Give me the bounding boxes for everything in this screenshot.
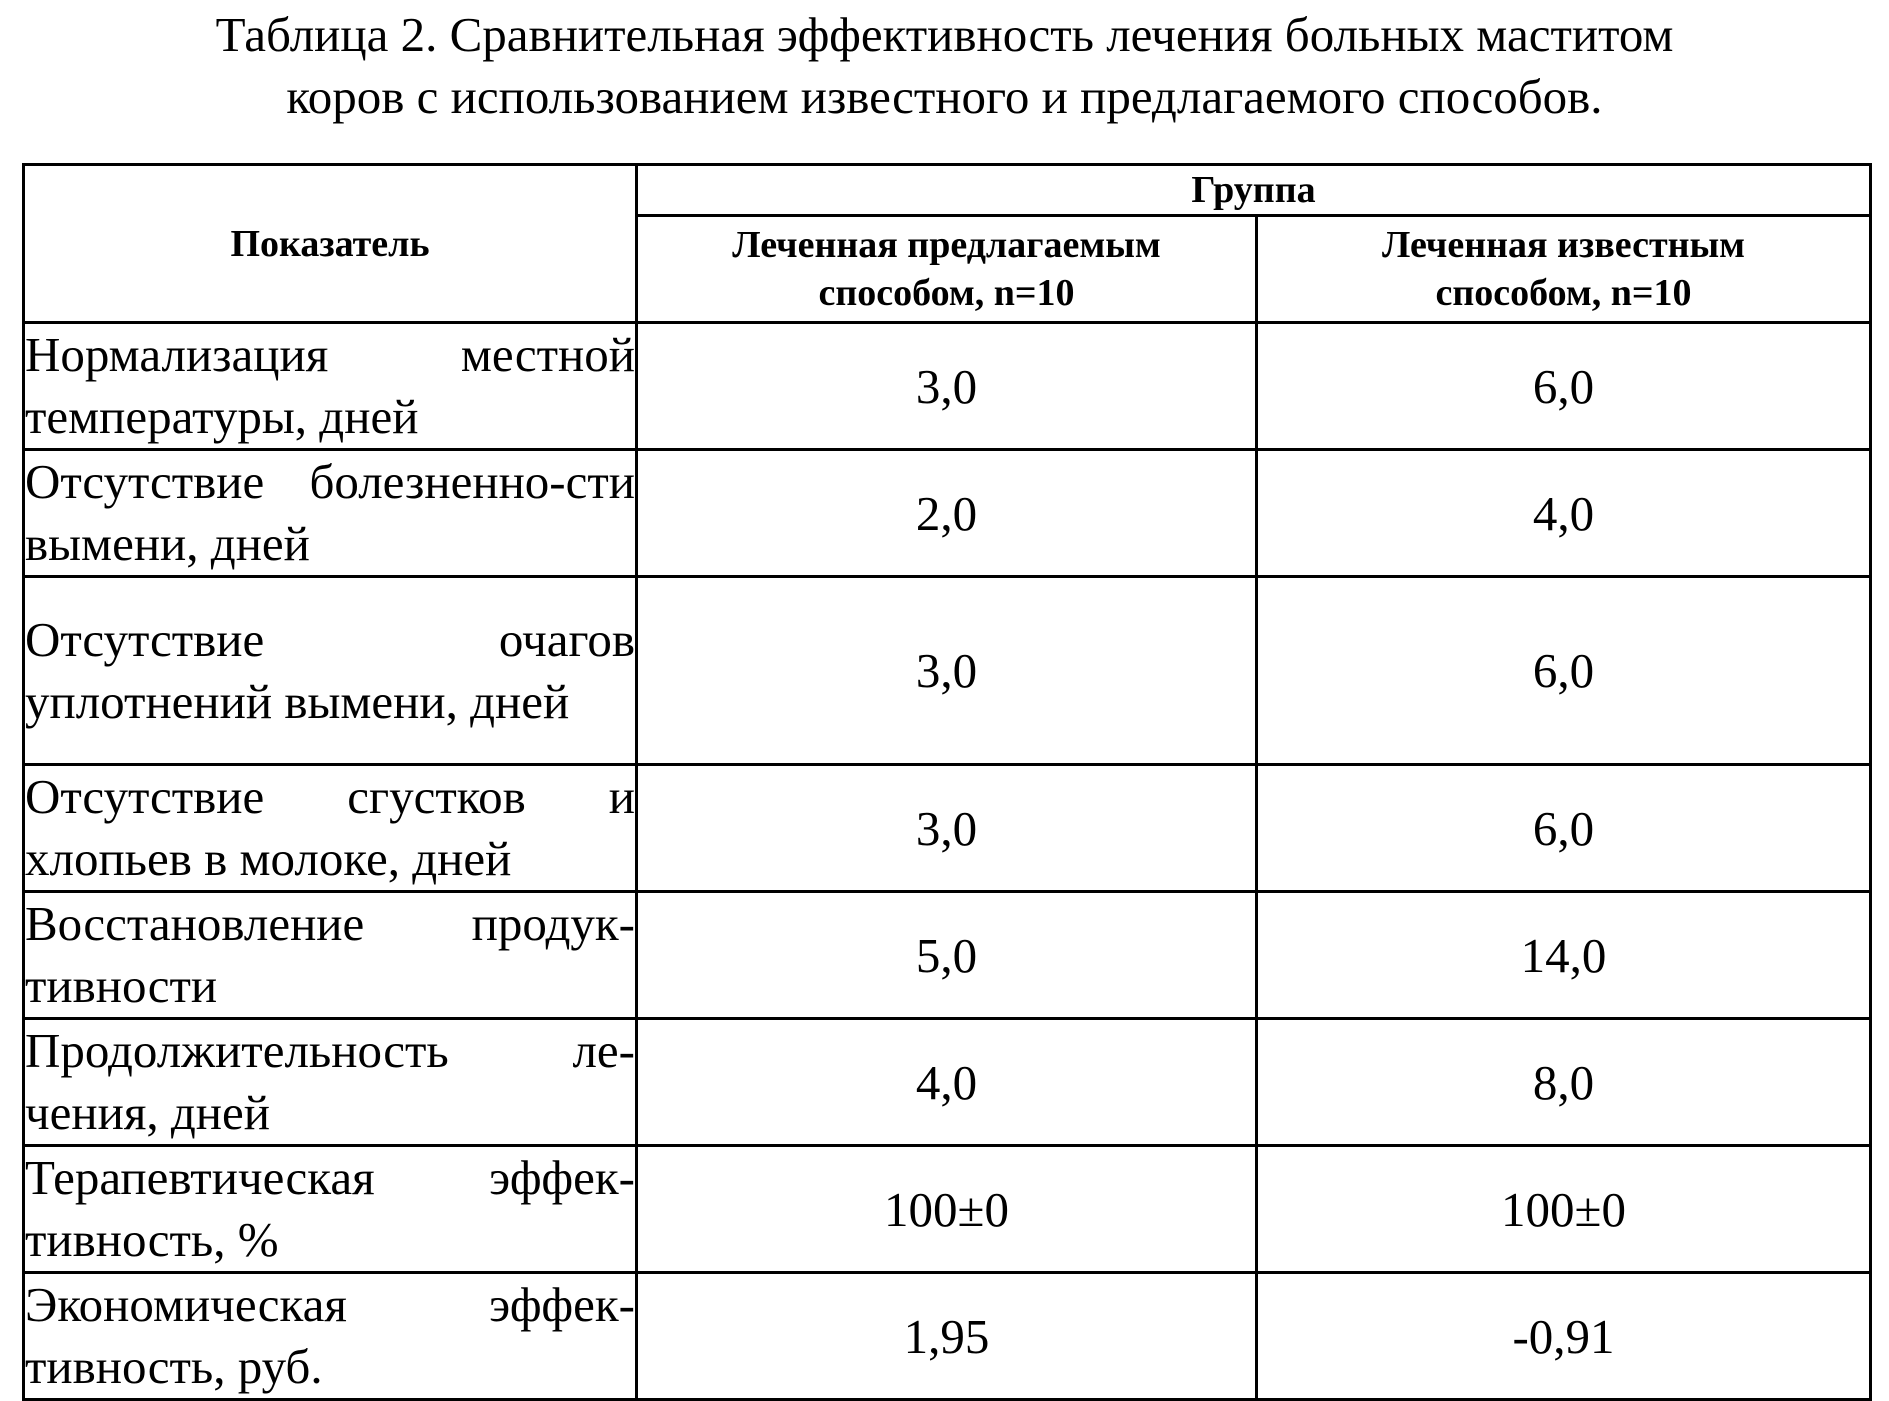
row-label: Экономическая эффек-тивность, руб. bbox=[24, 1273, 637, 1400]
value-proposed: 100±0 bbox=[637, 1146, 1257, 1273]
header-indicator: Показатель bbox=[24, 165, 637, 323]
table-row bbox=[24, 892, 1871, 1019]
value-proposed: 3,0 bbox=[637, 323, 1257, 450]
value-proposed: 3,0 bbox=[637, 765, 1257, 892]
value-proposed: 4,0 bbox=[637, 1019, 1257, 1146]
value-proposed: 2,0 bbox=[637, 450, 1257, 577]
header-group: Группа bbox=[637, 165, 1871, 216]
table-row bbox=[24, 1019, 1871, 1146]
caption-line-1: Таблица 2. Сравнительная эффективность лечения больных маститом bbox=[215, 7, 1674, 62]
row-label: Восстановление продук-тивности bbox=[24, 892, 637, 1019]
row-label: Отсутствие очагов уплотнений вымени, дней bbox=[24, 577, 637, 765]
header-proposed-line-2: способом, n=10 bbox=[818, 272, 1075, 314]
row-label: Отсутствие сгустков и хлопьев в молоке, дней bbox=[24, 765, 637, 892]
row-label: Продолжительность ле-чения, дней bbox=[24, 1019, 637, 1146]
header-proposed-line-1: Леченная предлагаемым bbox=[732, 224, 1161, 266]
comparison-table bbox=[22, 163, 1872, 1401]
value-proposed: 3,0 bbox=[637, 577, 1257, 765]
table-row bbox=[24, 765, 1871, 892]
value-known: 6,0 bbox=[1257, 577, 1871, 765]
table-row bbox=[24, 1273, 1871, 1400]
header-known-line-1: Леченная известным bbox=[1381, 224, 1746, 266]
table-row bbox=[24, 450, 1871, 577]
table-header-row bbox=[24, 165, 1871, 216]
row-label: Терапевтическая эффек-тивность, % bbox=[24, 1146, 637, 1273]
value-proposed: 1,95 bbox=[637, 1273, 1257, 1400]
row-label: Нормализация местной температуры, дней bbox=[24, 323, 637, 450]
header-proposed-method bbox=[637, 216, 1257, 323]
value-known: 100±0 bbox=[1257, 1146, 1871, 1273]
row-label: Отсутствие болезненно-сти вымени, дней bbox=[24, 450, 637, 577]
value-known: 6,0 bbox=[1257, 323, 1871, 450]
value-known: 4,0 bbox=[1257, 450, 1871, 577]
value-known: 8,0 bbox=[1257, 1019, 1871, 1146]
table-caption bbox=[0, 4, 1889, 128]
header-known-line-2: способом, n=10 bbox=[1435, 272, 1692, 314]
table-row bbox=[24, 1146, 1871, 1273]
value-known: 6,0 bbox=[1257, 765, 1871, 892]
caption-line-2: коров с использованием известного и предлагаемого способов. bbox=[286, 69, 1603, 124]
header-known-method bbox=[1257, 216, 1871, 323]
table-row bbox=[24, 577, 1871, 765]
value-known: 14,0 bbox=[1257, 892, 1871, 1019]
table-row bbox=[24, 323, 1871, 450]
value-known: -0,91 bbox=[1257, 1273, 1871, 1400]
value-proposed: 5,0 bbox=[637, 892, 1257, 1019]
